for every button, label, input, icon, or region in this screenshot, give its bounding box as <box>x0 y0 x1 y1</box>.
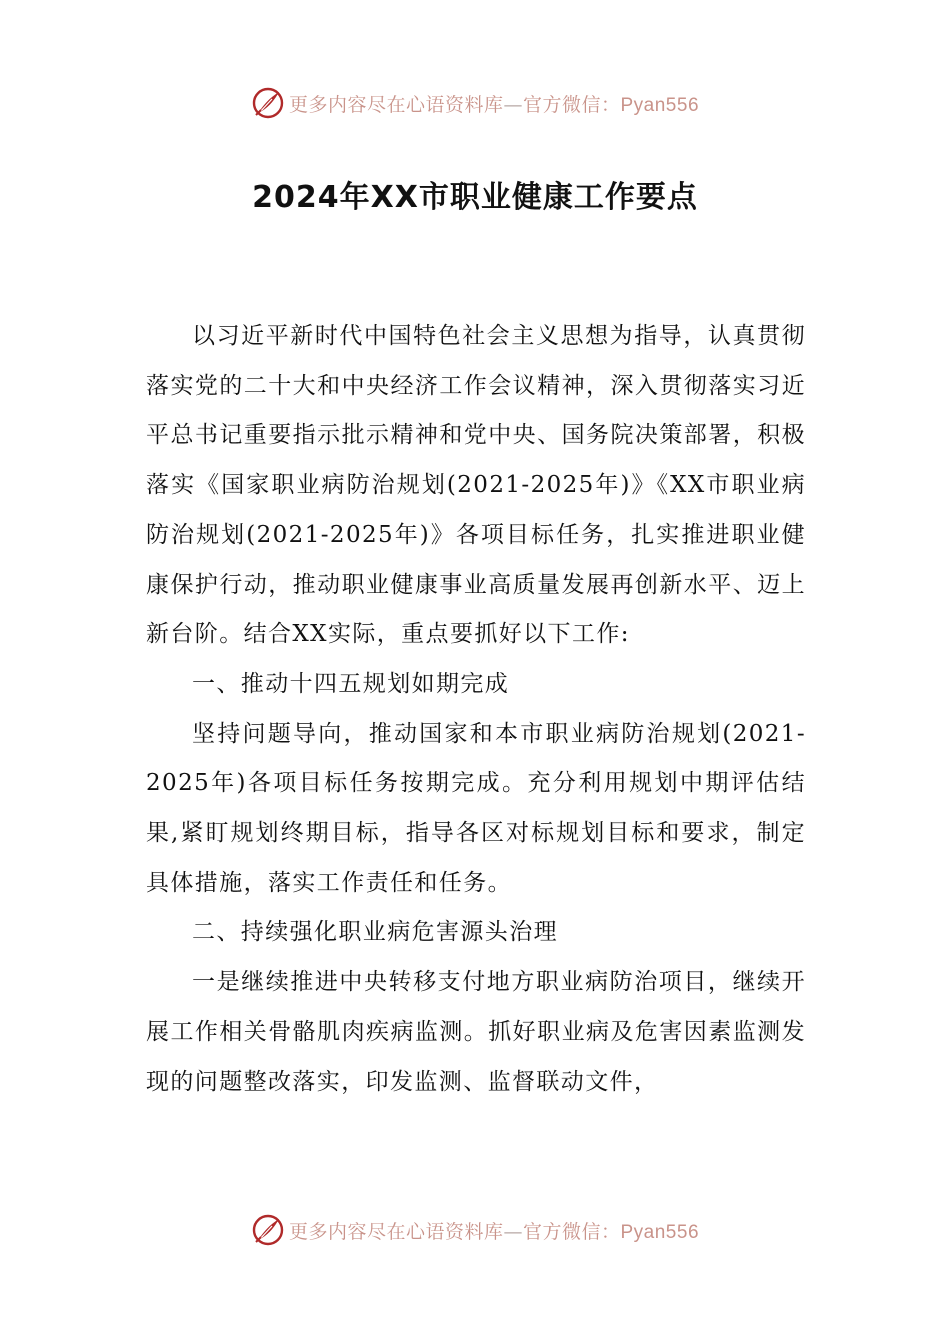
watermark-text <box>289 90 699 117</box>
watermark-separator: — <box>503 1220 523 1243</box>
watermark-separator: — <box>503 93 523 116</box>
document-body <box>146 312 806 1107</box>
watermark-banner-top <box>0 83 950 123</box>
section-2-paragraph: 一是继续推进中央转移支付地方职业病防治项目，继续开展工作相关骨骼肌肉疾病监测。抓好职业病及危害因素监测发现的问题整改落实，印发监测、监督联动文件， <box>146 969 806 1095</box>
watermark-banner-bottom <box>0 1210 950 1250</box>
watermark-contact: 官方微信：Pyan556 <box>523 1221 700 1243</box>
quill-logo-icon <box>251 1213 285 1247</box>
watermark-text <box>289 1217 699 1244</box>
section-1-paragraph: 坚持问题导向，推动国家和本市职业病防治规划(2021-2025年)各项目标任务按期完成。充分利用规划中期评估结果,紧盯规划终期目标，指导各区对标规划目标和要求，制定具体措施，落实工作责任和任务。 <box>146 720 806 896</box>
section-heading-2: 二、持续强化职业病危害源头治理 <box>192 919 558 946</box>
watermark-contact: 官方微信：Pyan556 <box>523 94 700 116</box>
intro-paragraph: 以习近平新时代中国特色社会主义思想为指导，认真贯彻落实党的二十大和中央经济工作会议精神，深入贯彻落实习近平总书记重要指示批示精神和党中央、国务院决策部署，积极落实《国家职业病防治规划(2021-2025年)》《XX市职业病防治规划(2021-2025年)》各项目标任务，扎实推进职业健康保护行动，推动职业健康事业高质量发展再创新水平、迈上新台阶。结合XX实际，重点要抓好以下工作: <box>146 323 806 648</box>
watermark-main-text: 更多内容尽在心语资料库 <box>288 93 504 116</box>
watermark-main-text: 更多内容尽在心语资料库 <box>288 1220 504 1243</box>
document-title: 2024年XX市职业健康工作要点 <box>252 180 698 215</box>
quill-logo-icon <box>251 86 285 120</box>
section-heading-1: 一、推动十四五规划如期完成 <box>192 670 510 697</box>
